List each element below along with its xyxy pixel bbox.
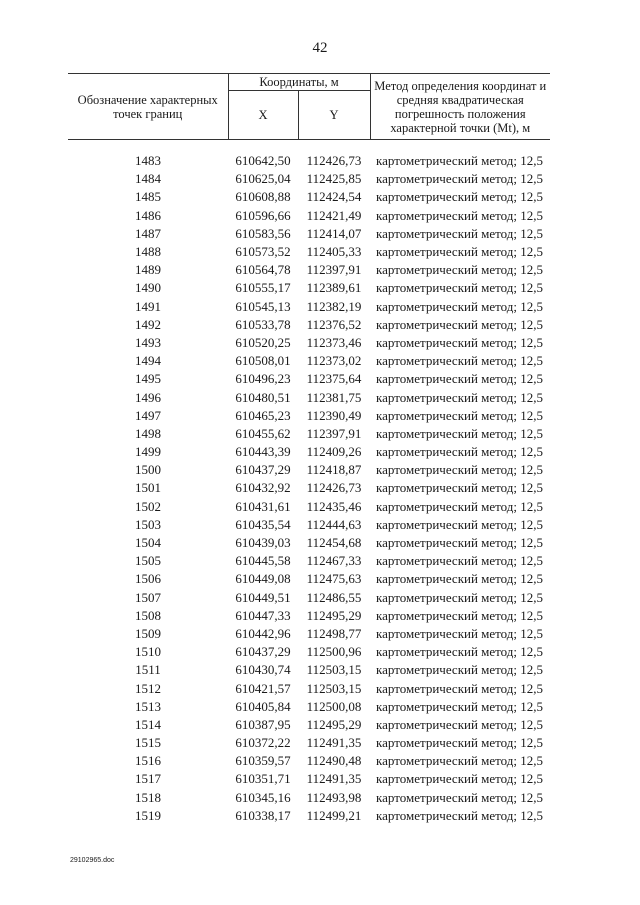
cell-x: 610608,88 — [235, 189, 291, 205]
cell-x: 610387,95 — [235, 716, 291, 732]
table-row — [68, 625, 550, 643]
table-row — [68, 716, 550, 734]
cell-x: 610445,58 — [235, 553, 291, 569]
header-method: Метод определения координат и средняя квадратическая погрешность положения характерной точки (Mt), м — [370, 74, 550, 140]
cell-method: картометрический метод; 12,5 — [376, 644, 544, 660]
cell-point: 1487 — [135, 225, 161, 241]
cell-method: картометрический метод; 12,5 — [376, 589, 544, 605]
table-row — [68, 498, 550, 516]
cell-x: 610432,92 — [235, 480, 291, 496]
header-y: Y — [298, 91, 370, 140]
table-body — [68, 140, 550, 825]
cell-method: картометрический метод; 12,5 — [376, 244, 544, 260]
table-row — [68, 589, 550, 607]
cell-x: 610508,01 — [235, 353, 291, 369]
table-row — [68, 552, 550, 570]
cell-method: картометрический метод; 12,5 — [376, 225, 544, 241]
cell-x: 610359,57 — [235, 753, 291, 769]
cell-y: 112503,15 — [306, 662, 362, 678]
cell-method: картометрический метод; 12,5 — [376, 789, 544, 805]
cell-point: 1492 — [135, 316, 161, 332]
cell-x: 610345,16 — [235, 789, 291, 805]
cell-point: 1506 — [135, 571, 161, 587]
table-row — [68, 243, 550, 261]
table-row — [68, 443, 550, 461]
cell-y: 112495,29 — [306, 716, 362, 732]
cell-point: 1511 — [135, 662, 161, 678]
header-coordinates: Координаты, м — [228, 74, 370, 91]
cell-method: картометрический метод; 12,5 — [376, 262, 544, 278]
cell-y: 112382,19 — [306, 298, 362, 314]
cell-point: 1515 — [135, 735, 161, 751]
cell-x: 610533,78 — [235, 316, 291, 332]
cell-method: картометрический метод; 12,5 — [376, 516, 544, 532]
cell-point: 1494 — [135, 353, 161, 369]
cell-y: 112381,75 — [306, 389, 362, 405]
cell-method: картометрический метод; 12,5 — [376, 462, 544, 478]
table-row — [68, 570, 550, 588]
cell-x: 610443,39 — [235, 444, 291, 460]
cell-point: 1514 — [135, 716, 161, 732]
cell-method: картометрический метод; 12,5 — [376, 716, 544, 732]
cell-x: 610465,23 — [235, 407, 291, 423]
cell-y: 112435,46 — [306, 498, 362, 514]
cell-y: 112444,63 — [306, 516, 362, 532]
cell-method: картометрический метод; 12,5 — [376, 353, 544, 369]
cell-y: 112491,35 — [306, 735, 362, 751]
cell-y: 112409,26 — [306, 444, 362, 460]
cell-method: картометрический метод; 12,5 — [376, 407, 544, 423]
cell-point: 1513 — [135, 698, 161, 714]
cell-y: 112498,77 — [306, 625, 362, 641]
table-row — [68, 225, 550, 243]
cell-method: картометрический метод; 12,5 — [376, 625, 544, 641]
cell-x: 610555,17 — [235, 280, 291, 296]
cell-y: 112421,49 — [306, 207, 362, 223]
table-header — [68, 74, 550, 140]
cell-method: картометрический метод; 12,5 — [376, 480, 544, 496]
table-row — [68, 734, 550, 752]
cell-point: 1495 — [135, 371, 161, 387]
cell-x: 610372,22 — [235, 735, 291, 751]
cell-point: 1503 — [135, 516, 161, 532]
cell-method: картометрический метод; 12,5 — [376, 444, 544, 460]
cell-x: 610520,25 — [235, 334, 291, 350]
cell-point: 1484 — [135, 171, 161, 187]
cell-method: картометрический метод; 12,5 — [376, 389, 544, 405]
cell-point: 1493 — [135, 334, 161, 350]
cell-y: 112397,91 — [306, 262, 362, 278]
cell-x: 610564,78 — [235, 262, 291, 278]
cell-x: 610430,74 — [235, 662, 291, 678]
cell-x: 610642,50 — [235, 153, 291, 169]
cell-point: 1519 — [135, 807, 161, 823]
table-row — [68, 752, 550, 770]
cell-point: 1491 — [135, 298, 161, 314]
cell-y: 112426,73 — [306, 480, 362, 496]
cell-y: 112389,61 — [306, 280, 362, 296]
cell-method: картометрический метод; 12,5 — [376, 735, 544, 751]
cell-method: картометрический метод; 12,5 — [376, 553, 544, 569]
table-row — [68, 316, 550, 334]
cell-method: картометрический метод; 12,5 — [376, 535, 544, 551]
cell-x: 610480,51 — [235, 389, 291, 405]
table-row — [68, 461, 550, 479]
cell-x: 610437,29 — [235, 462, 291, 478]
cell-y: 112418,87 — [306, 462, 362, 478]
cell-x: 610439,03 — [235, 535, 291, 551]
cell-method: картометрический метод; 12,5 — [376, 698, 544, 714]
cell-y: 112397,91 — [306, 425, 362, 441]
cell-method: картометрический метод; 12,5 — [376, 189, 544, 205]
cell-method: картометрический метод; 12,5 — [376, 498, 544, 514]
cell-point: 1509 — [135, 625, 161, 641]
cell-point: 1486 — [135, 207, 161, 223]
cell-y: 112491,35 — [306, 771, 362, 787]
table-row — [68, 261, 550, 279]
cell-y: 112499,21 — [306, 807, 362, 823]
cell-x: 610442,96 — [235, 625, 291, 641]
table-row — [68, 425, 550, 443]
cell-method: картометрический метод; 12,5 — [376, 280, 544, 296]
table-row — [68, 352, 550, 370]
cell-y: 112500,96 — [306, 644, 362, 660]
cell-method: картометрический метод; 12,5 — [376, 207, 544, 223]
cell-method: картометрический метод; 12,5 — [376, 607, 544, 623]
cell-method: картометрический метод; 12,5 — [376, 334, 544, 350]
cell-point: 1502 — [135, 498, 161, 514]
cell-point: 1489 — [135, 262, 161, 278]
cell-x: 610583,56 — [235, 225, 291, 241]
cell-point: 1497 — [135, 407, 161, 423]
table-row — [68, 152, 550, 170]
cell-method: картометрический метод; 12,5 — [376, 425, 544, 441]
table-row — [68, 770, 550, 788]
cell-x: 610338,17 — [235, 807, 291, 823]
cell-method: картометрический метод; 12,5 — [376, 662, 544, 678]
table-row — [68, 607, 550, 625]
cell-point: 1507 — [135, 589, 161, 605]
cell-y: 112454,68 — [306, 535, 362, 551]
cell-point: 1485 — [135, 189, 161, 205]
page-number: 42 — [312, 40, 328, 56]
cell-point: 1483 — [135, 153, 161, 169]
table-row — [68, 679, 550, 697]
cell-y: 112490,48 — [306, 753, 362, 769]
cell-point: 1488 — [135, 244, 161, 260]
table-row — [68, 170, 550, 188]
cell-method: картометрический метод; 12,5 — [376, 171, 544, 187]
cell-point: 1512 — [135, 680, 161, 696]
table-row — [68, 370, 550, 388]
cell-y: 112475,63 — [306, 571, 362, 587]
table-row — [68, 479, 550, 497]
cell-method: картометрический метод; 12,5 — [376, 680, 544, 696]
cell-method: картометрический метод; 12,5 — [376, 771, 544, 787]
cell-method: картометрический метод; 12,5 — [376, 371, 544, 387]
table-row — [68, 407, 550, 425]
cell-x: 610435,54 — [235, 516, 291, 532]
cell-y: 112405,33 — [306, 244, 362, 260]
table-row — [68, 789, 550, 807]
cell-x: 610496,23 — [235, 371, 291, 387]
table-row — [68, 661, 550, 679]
header-x: X — [228, 91, 298, 140]
header-point-designation: Обозначение характерных точек границ — [68, 74, 228, 140]
cell-x: 610449,51 — [235, 589, 291, 605]
cell-method: картометрический метод; 12,5 — [376, 298, 544, 314]
cell-method: картометрический метод; 12,5 — [376, 807, 544, 823]
cell-point: 1499 — [135, 444, 161, 460]
table-row — [68, 334, 550, 352]
cell-y: 112414,07 — [306, 225, 362, 241]
table-row — [68, 188, 550, 206]
cell-y: 112486,55 — [306, 589, 362, 605]
footer-file-code: 29102965.doc — [70, 857, 115, 864]
cell-method: картометрический метод; 12,5 — [376, 153, 544, 169]
cell-x: 610449,08 — [235, 571, 291, 587]
cell-point: 1496 — [135, 389, 161, 405]
table-row — [68, 279, 550, 297]
cell-y: 112376,52 — [306, 316, 362, 332]
cell-y: 112425,85 — [306, 171, 362, 187]
cell-y: 112503,15 — [306, 680, 362, 696]
cell-point: 1510 — [135, 644, 161, 660]
table-row — [68, 516, 550, 534]
cell-point: 1490 — [135, 280, 161, 296]
cell-x: 610573,52 — [235, 244, 291, 260]
cell-y: 112424,54 — [306, 189, 362, 205]
table-row — [68, 388, 550, 406]
cell-y: 112426,73 — [306, 153, 362, 169]
cell-x: 610625,04 — [235, 171, 291, 187]
table-row — [68, 534, 550, 552]
cell-x: 610447,33 — [235, 607, 291, 623]
table-row — [68, 207, 550, 225]
cell-point: 1508 — [135, 607, 161, 623]
cell-x: 610545,13 — [235, 298, 291, 314]
cell-point: 1518 — [135, 789, 161, 805]
cell-point: 1504 — [135, 535, 161, 551]
cell-x: 610596,66 — [235, 207, 291, 223]
cell-point: 1505 — [135, 553, 161, 569]
coordinates-table — [68, 73, 550, 825]
cell-x: 610421,57 — [235, 680, 291, 696]
cell-point: 1517 — [135, 771, 161, 787]
cell-y: 112375,64 — [306, 371, 362, 387]
table-row — [68, 698, 550, 716]
cell-x: 610437,29 — [235, 644, 291, 660]
cell-y: 112373,46 — [306, 334, 362, 350]
cell-method: картометрический метод; 12,5 — [376, 571, 544, 587]
cell-y: 112500,08 — [306, 698, 362, 714]
cell-point: 1516 — [135, 753, 161, 769]
cell-x: 610455,62 — [235, 425, 291, 441]
cell-x: 610351,71 — [235, 771, 291, 787]
cell-y: 112373,02 — [306, 353, 362, 369]
table-row — [68, 643, 550, 661]
cell-y: 112467,33 — [306, 553, 362, 569]
cell-x: 610431,61 — [235, 498, 291, 514]
cell-point: 1498 — [135, 425, 161, 441]
table-row — [68, 807, 550, 825]
cell-method: картометрический метод; 12,5 — [376, 753, 544, 769]
cell-y: 112390,49 — [306, 407, 362, 423]
table-row — [68, 298, 550, 316]
cell-point: 1501 — [135, 480, 161, 496]
cell-point: 1500 — [135, 462, 161, 478]
cell-y: 112493,98 — [306, 789, 362, 805]
cell-method: картометрический метод; 12,5 — [376, 316, 544, 332]
cell-y: 112495,29 — [306, 607, 362, 623]
cell-x: 610405,84 — [235, 698, 291, 714]
